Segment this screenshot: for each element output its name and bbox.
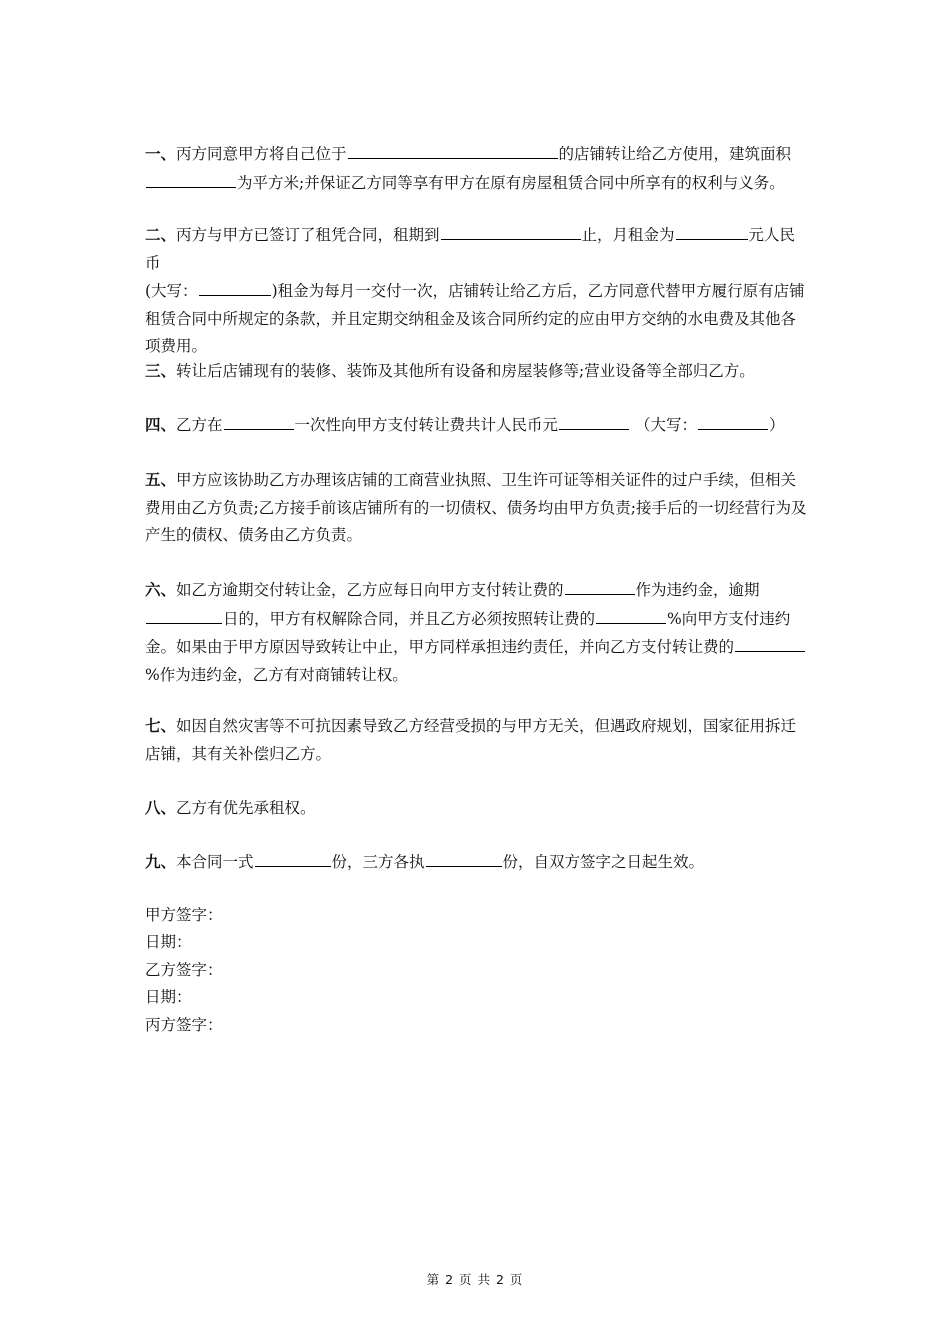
fee-blank (559, 411, 629, 430)
clause-number: 四、 (145, 415, 177, 434)
clause-number: 七、 (145, 716, 177, 735)
area-blank (146, 169, 236, 188)
party-b-date-label: 日期： (145, 988, 192, 1006)
clause-number: 八、 (145, 798, 177, 817)
clause-9: 九、本合同一式 份，三方各执 份，自双方签字之日起生效。 (145, 848, 810, 877)
clause-8: 八、乙方有优先承租权。 (145, 798, 316, 817)
clause-number: 九、 (145, 852, 177, 871)
party-a-date-label: 日期： (145, 933, 192, 951)
clause-3: 三、转让后店铺现有的装修、装饰及其他所有设备和房屋装修等;营业设备等全部归乙方。 (145, 361, 755, 380)
clause-number: 三、 (145, 361, 177, 380)
copies-each-blank (426, 848, 502, 867)
clause-7: 七、如因自然灾害等不可抗因素导致乙方经营受损的与甲方无关，但遇政府规划，国家征用拆迁店铺，其有关补偿归乙方。 (145, 716, 797, 763)
location-blank (348, 140, 558, 159)
rent-uppercase-blank (199, 277, 271, 296)
clause-number: 二、 (145, 225, 177, 244)
clause-4: 四、乙方在 一次性向甲方支付转让费共计人民币元 （大写： ） (145, 411, 810, 440)
clause-5: 五、甲方应该协助乙方办理该店铺的工商营业执照、卫生许可证等相关证件的过户手续，但相关费用由乙方负责;乙方接手前该店铺所有的一切债权、债务均由甲方负责;接手后的一切经营行为及产生的债权、债务由乙方负责。 (145, 470, 807, 544)
penalty-percent-blank (596, 605, 666, 624)
party-b-signature-label: 乙方签字： (145, 961, 223, 979)
lease-end-blank (441, 221, 581, 240)
fee-uppercase-blank (698, 411, 768, 430)
copies-blank (255, 848, 331, 867)
party-c-signature-label: 丙方签字： (145, 1016, 223, 1034)
clause-number: 六、 (145, 580, 177, 599)
clause-2: 二、丙方与甲方已签订了租凭合同，租期到 止，月租金为 元人民币 (大写： )租金为每月一交付一次，店铺转让给乙方后，乙方同意代替甲方履行原有店铺租赁合同中所规定的条款，并且定期交纳租金及该合同所约定的应由甲方交纳的水电费及其他各项费用。 (145, 221, 810, 361)
clause-6: 六、如乙方逾期交付转让金，乙方应每日向甲方支付转让费的 作为违约金，逾期 日的，甲方有权解除合同，并且乙方必须按照转让费的 %向甲方支付违约金。如果由于甲方原因导致转让中止，甲方同样承担违约责任，并向乙方支付转让费的%作为违约金，乙方有对商铺转让权。 (145, 576, 810, 689)
party-a-penalty-blank (735, 633, 805, 652)
rent-blank (676, 221, 748, 240)
overdue-days-blank (146, 605, 222, 624)
clause-1: 一、丙方同意甲方将自己位于 的店铺转让给乙方使用，建筑面积 为平方米;并保证乙方同等享有甲方在原有房屋租赁合同中所享有的权利与义务。 (145, 140, 810, 197)
party-a-signature-label: 甲方签字： (145, 906, 223, 924)
payment-date-blank (224, 411, 294, 430)
daily-penalty-blank (565, 576, 635, 595)
page-footer: 第 2 页 共 2 页 (426, 1272, 524, 1287)
clause-number: 一、 (145, 144, 177, 163)
clause-number: 五、 (145, 470, 177, 489)
